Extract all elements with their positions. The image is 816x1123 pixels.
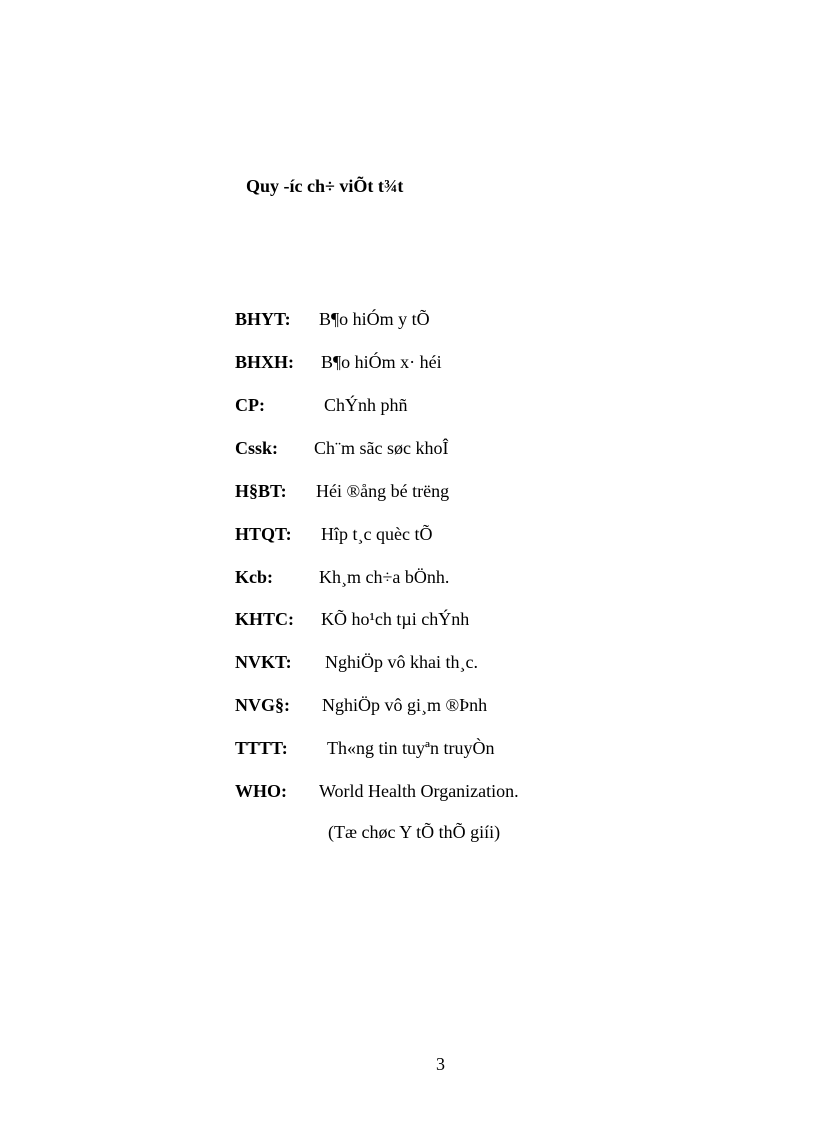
abbreviation-term: BHYT: [235, 309, 291, 329]
abbreviation-meaning: Hîp t¸c quèc tÕ [321, 524, 433, 544]
page-title: Quy -íc ch÷ viÕt t¾t [246, 176, 404, 196]
abbreviation-meaning: Héi ®ång bé trëng [316, 481, 450, 501]
abbreviation-term: HTQT: [235, 524, 292, 544]
who-translation: (Tæ chøc Y tÕ thÕ giíi) [328, 822, 501, 842]
abbreviation-meaning: NghiÖp vô gi¸m ®Þnh [322, 695, 488, 715]
abbreviation-term: H§BT: [235, 481, 287, 501]
page-number: 3 [436, 1054, 445, 1074]
abbreviation-term: Cssk: [235, 438, 279, 458]
abbreviation-meaning: ChÝnh phñ [324, 395, 408, 415]
abbreviation-meaning: World Health Organization. [319, 781, 519, 801]
abbreviation-term: KHTC: [235, 609, 295, 629]
abbreviation-meaning: KÕ ho¹ch tµi chÝnh [321, 609, 470, 629]
abbreviation-term: TTTT: [235, 738, 288, 758]
abbreviation-meaning: Th«ng tin tuyªn truyÒn [327, 738, 495, 758]
abbreviation-term: NVG§: [235, 695, 290, 715]
abbreviation-meaning: NghiÖp vô khai th¸c. [325, 652, 478, 672]
abbreviation-meaning: Ch¨m sãc søc khoÎ [314, 438, 449, 458]
abbreviation-term: BHXH: [235, 352, 295, 372]
abbreviation-term: WHO: [235, 781, 287, 801]
abbreviation-term: Kcb: [235, 567, 273, 587]
abbreviation-meaning: Kh¸m ch÷a bÖnh. [319, 567, 450, 587]
abbreviation-meaning: B¶o hiÓm y tÕ [319, 309, 430, 329]
abbreviation-meaning: B¶o hiÓm x· héi [321, 352, 442, 372]
abbreviation-term: NVKT: [235, 652, 292, 672]
abbreviation-term: CP: [235, 395, 265, 415]
